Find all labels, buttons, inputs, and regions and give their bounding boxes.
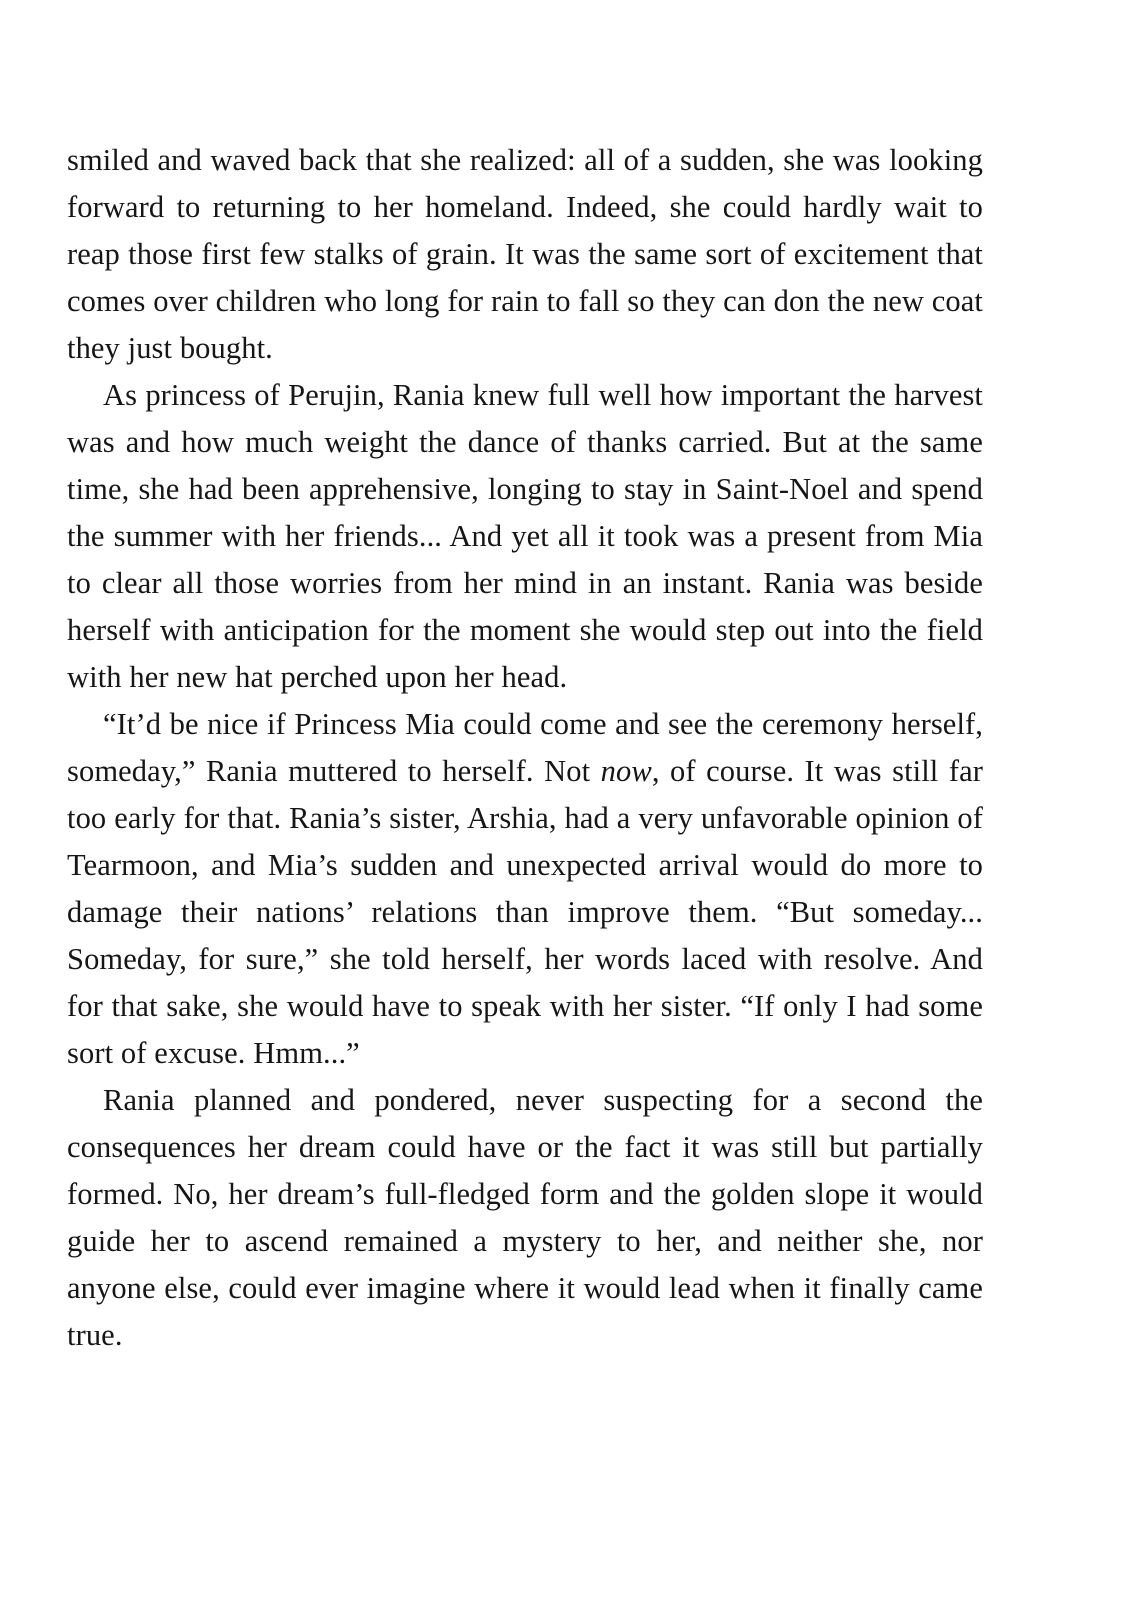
paragraph-3 xyxy=(67,701,983,1077)
text-run: smiled and waved back that she realized: all of a sudden, she was looking forward to returning to her homeland. Indeed, she could hardly wait to reap those first few stalks of grain. It was the same sort of excitement that comes over children who long for rain to fall so they can don the new coat they just bought. xyxy=(67,143,983,365)
italic-text-run: now xyxy=(600,754,652,788)
paragraph-1 xyxy=(67,137,983,372)
text-run: As princess of Perujin, Rania knew full well how important the harvest was and how much weight the dance of thanks carried. But at the same time, she had been apprehensive, longing to stay in Saint-Noel and spend the summer with her friends... And yet all it took was a present from Mia to clear all those worries from her mind in an instant. Rania was beside herself with anticipation for the moment she would step out into the field with her new hat perched upon her head. xyxy=(67,378,983,694)
text-run: , of course. It was still far too early for that. Rania’s sister, Arshia, had a very unfavorable opinion of Tearmoon, and Mia’s sudden and unexpected arrival would do more to damage their nations’ relations than improve them. “But someday... Someday, for sure,” she told herself, her words laced with resolve. And for that sake, she would have to speak with her sister. “If only I had some sort of excuse. Hmm...” xyxy=(67,754,984,1070)
text-run: “It’d be nice if Princess Mia could come and see the ceremony herself, someday,” Rania muttered to herself. Not xyxy=(67,707,983,788)
paragraph-2 xyxy=(67,372,983,701)
page-text-block xyxy=(67,137,983,1359)
text-run: Rania planned and pondered, never suspecting for a second the consequences her dream could have or the fact it was still but partially formed. No, her dream’s full-fledged form and the golden slope it would guide her to ascend remained a mystery to her, and neither she, nor anyone else, could ever imagine where it would lead when it finally came true. xyxy=(67,1083,983,1352)
paragraph-4 xyxy=(67,1077,983,1359)
